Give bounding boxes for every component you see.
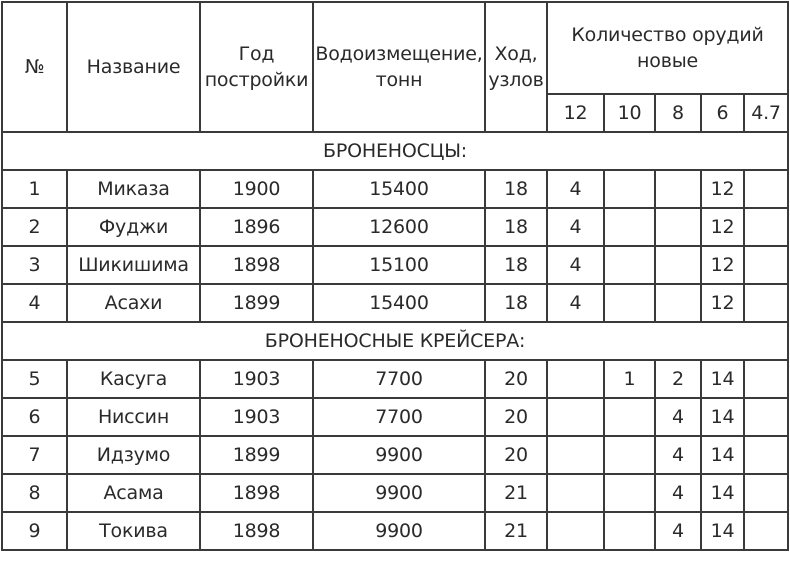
cell-num: 7 (2, 436, 67, 474)
header-caliber-8: 8 (655, 94, 701, 132)
cell-g47 (744, 398, 788, 436)
cell-g12 (547, 398, 604, 436)
cell-displacement: 15400 (313, 170, 485, 208)
cell-speed: 21 (485, 512, 547, 550)
cell-g8 (655, 208, 701, 246)
cell-year: 1898 (200, 512, 313, 550)
cell-year: 1896 (200, 208, 313, 246)
cell-displacement: 12600 (313, 208, 485, 246)
header-displacement-line1: Водоизмещение, (315, 43, 483, 65)
cell-g6: 14 (701, 436, 744, 474)
header-num-label: № (24, 56, 45, 78)
cell-name: Миказа (67, 170, 200, 208)
table-row (2, 512, 788, 550)
cell-num: 8 (2, 474, 67, 512)
cell-g8 (655, 284, 701, 322)
cell-g12 (547, 436, 604, 474)
ships-table (1, 1, 789, 551)
cell-year: 1903 (200, 398, 313, 436)
header-name-label: Название (86, 56, 181, 78)
table-row (2, 284, 788, 322)
cell-g10: 1 (604, 360, 655, 398)
cell-g8: 4 (655, 398, 701, 436)
cell-speed: 18 (485, 170, 547, 208)
section-row (2, 322, 788, 360)
cell-g6: 14 (701, 512, 744, 550)
header-caliber-12: 12 (547, 94, 604, 132)
cell-speed: 20 (485, 436, 547, 474)
cell-g8 (655, 170, 701, 208)
header-caliber-10: 10 (604, 94, 655, 132)
cell-g8: 4 (655, 436, 701, 474)
cell-g47 (744, 284, 788, 322)
cell-num: 3 (2, 246, 67, 284)
cell-num: 2 (2, 208, 67, 246)
cell-g12: 4 (547, 170, 604, 208)
cell-displacement: 7700 (313, 398, 485, 436)
cell-num: 4 (2, 284, 67, 322)
cell-g6: 12 (701, 284, 744, 322)
cell-num: 9 (2, 512, 67, 550)
cell-num: 5 (2, 360, 67, 398)
cell-g47 (744, 474, 788, 512)
table-body (2, 132, 788, 550)
cell-g6: 12 (701, 208, 744, 246)
cell-num: 1 (2, 170, 67, 208)
cell-g10 (604, 436, 655, 474)
cell-displacement: 15100 (313, 246, 485, 284)
cell-g12 (547, 474, 604, 512)
cell-g8: 4 (655, 474, 701, 512)
cell-year: 1899 (200, 284, 313, 322)
cell-speed: 20 (485, 398, 547, 436)
header-guns (547, 2, 788, 94)
section-title: БРОНЕНОСЦЫ: (2, 132, 788, 170)
cell-g10 (604, 474, 655, 512)
cell-g10 (604, 398, 655, 436)
header-speed-line1: Ход, (494, 43, 538, 65)
cell-g10 (604, 246, 655, 284)
cell-name: Идзумо (67, 436, 200, 474)
cell-g12: 4 (547, 246, 604, 284)
header-year (200, 2, 313, 132)
table-row (2, 208, 788, 246)
cell-speed: 18 (485, 246, 547, 284)
cell-g47 (744, 512, 788, 550)
cell-name: Асахи (67, 284, 200, 322)
cell-speed: 21 (485, 474, 547, 512)
cell-g6: 14 (701, 398, 744, 436)
cell-g8 (655, 246, 701, 284)
cell-g47 (744, 436, 788, 474)
cell-g10 (604, 284, 655, 322)
cell-name: Касуга (67, 360, 200, 398)
cell-name: Асама (67, 474, 200, 512)
table-row (2, 398, 788, 436)
cell-displacement: 9900 (313, 512, 485, 550)
cell-speed: 20 (485, 360, 547, 398)
header-speed-line2: узлов (488, 69, 544, 91)
cell-g12 (547, 512, 604, 550)
header-year-line2: постройки (204, 69, 309, 91)
cell-g47 (744, 170, 788, 208)
cell-name: Фуджи (67, 208, 200, 246)
cell-g6: 14 (701, 360, 744, 398)
cell-name: Токива (67, 512, 200, 550)
cell-year: 1900 (200, 170, 313, 208)
cell-g8: 4 (655, 512, 701, 550)
table-row (2, 360, 788, 398)
header-displacement-line2: тонн (375, 69, 423, 91)
cell-displacement: 7700 (313, 360, 485, 398)
cell-year: 1903 (200, 360, 313, 398)
cell-g47 (744, 208, 788, 246)
cell-g8: 2 (655, 360, 701, 398)
header-caliber-4-7: 4.7 (744, 94, 788, 132)
cell-speed: 18 (485, 208, 547, 246)
table-header (2, 2, 788, 132)
cell-year: 1899 (200, 436, 313, 474)
cell-g12: 4 (547, 208, 604, 246)
cell-displacement: 9900 (313, 436, 485, 474)
header-speed (485, 2, 547, 132)
table-row (2, 170, 788, 208)
cell-g10 (604, 208, 655, 246)
cell-speed: 18 (485, 284, 547, 322)
cell-g10 (604, 170, 655, 208)
cell-name: Шикишима (67, 246, 200, 284)
section-title: БРОНЕНОСНЫЕ КРЕЙСЕРА: (2, 322, 788, 360)
cell-year: 1898 (200, 474, 313, 512)
table-row (2, 474, 788, 512)
cell-displacement: 15400 (313, 284, 485, 322)
cell-displacement: 9900 (313, 474, 485, 512)
header-displacement (313, 2, 485, 132)
cell-num: 6 (2, 398, 67, 436)
cell-g47 (744, 246, 788, 284)
header-year-line1: Год (238, 43, 275, 65)
header-guns-line2: новые (637, 50, 698, 72)
header-caliber-6: 6 (701, 94, 744, 132)
cell-g12 (547, 360, 604, 398)
cell-g12: 4 (547, 284, 604, 322)
section-row (2, 132, 788, 170)
cell-g10 (604, 512, 655, 550)
header-name (67, 2, 200, 132)
cell-year: 1898 (200, 246, 313, 284)
table-row (2, 246, 788, 284)
table-row (2, 436, 788, 474)
cell-g6: 12 (701, 170, 744, 208)
header-guns-line1: Количество орудий (571, 24, 764, 46)
cell-g6: 12 (701, 246, 744, 284)
header-num (2, 2, 67, 132)
cell-g6: 14 (701, 474, 744, 512)
cell-name: Ниссин (67, 398, 200, 436)
cell-g47 (744, 360, 788, 398)
